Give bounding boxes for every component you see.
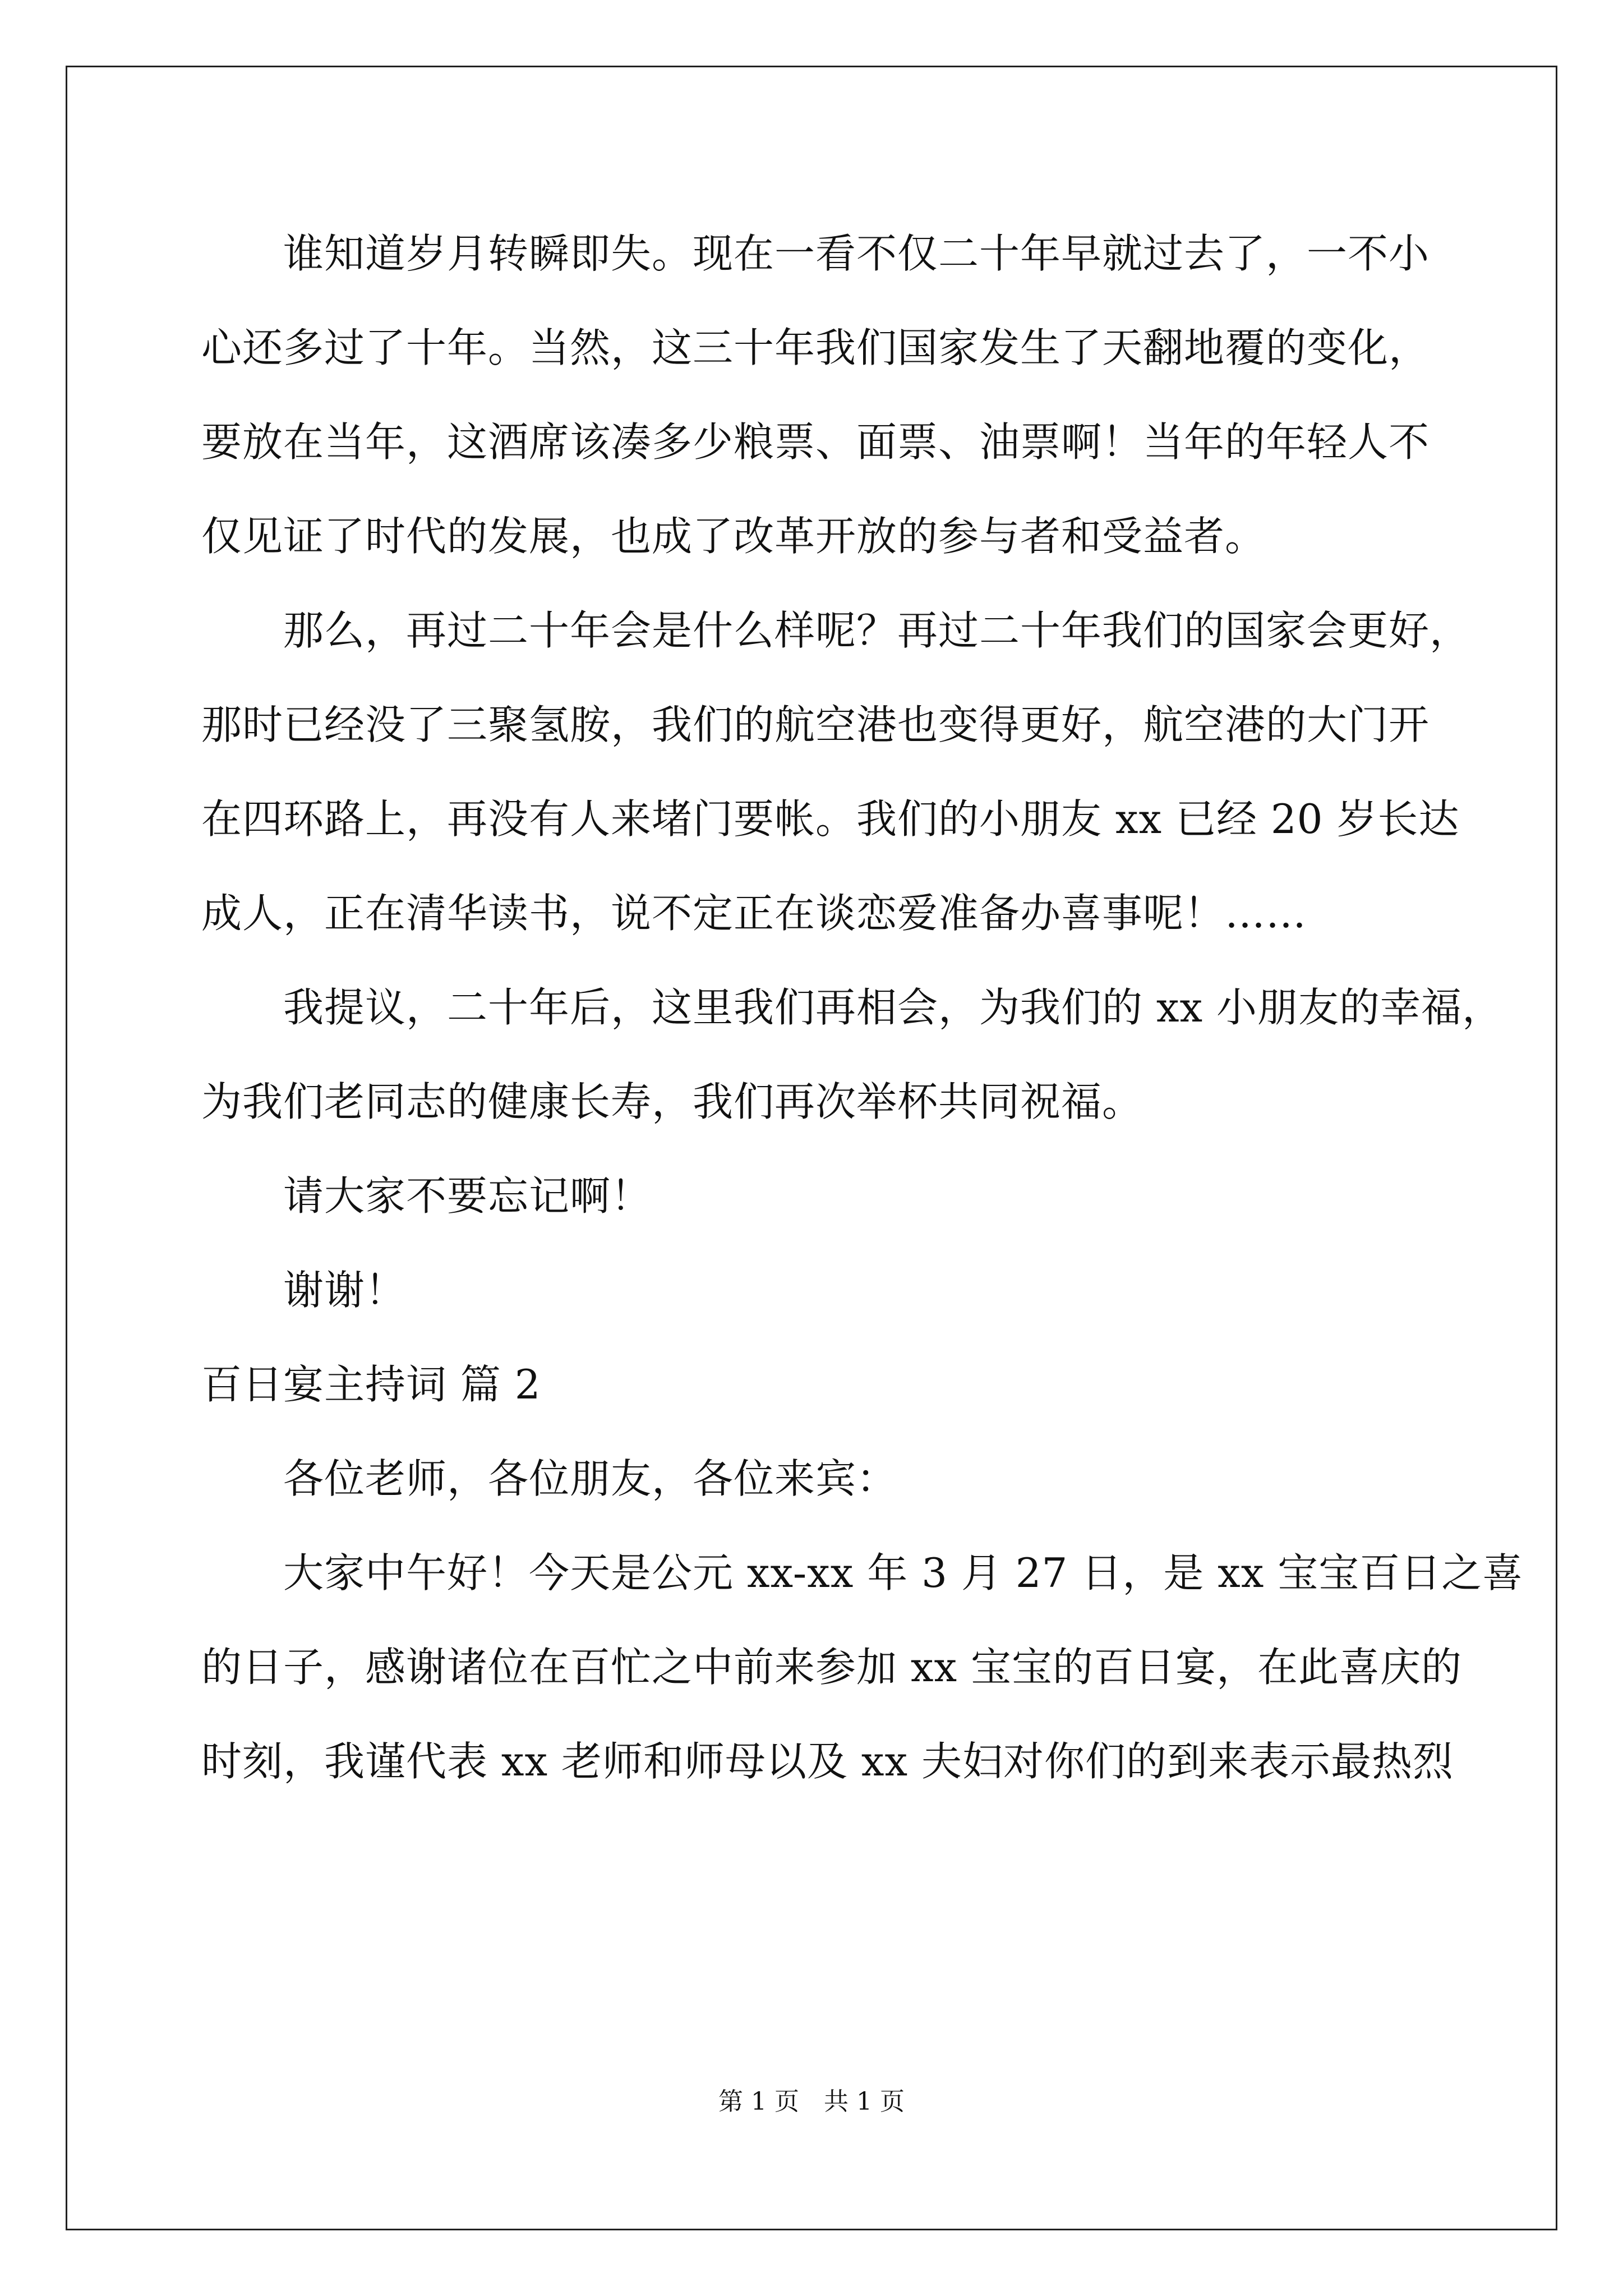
paragraph-line: 那么，再过二十年会是什么样呢？再过二十年我们的国家会更好，	[283, 607, 1471, 654]
paragraph-line: 心还多过了十年。当然，这三十年我们国家发生了天翻地覆的变化，	[201, 324, 1430, 371]
paragraph-line: 在四环路上，再没有人来堵门要帐。我们的小朋友 xx 已经 20 岁长达	[201, 795, 1460, 843]
page-border	[66, 66, 1557, 2230]
paragraph-line: 那时已经没了三聚氢胺，我们的航空港也变得更好，航空港的大门开	[201, 701, 1430, 748]
paragraph-line: 成人，正在清华读书，说不定正在谈恋爱准备办喜事呢！……	[201, 890, 1307, 937]
paragraph-line: 我提议，二十年后，这里我们再相会，为我们的 xx 小朋友的幸福，	[283, 984, 1503, 1031]
paragraph-line: 的日子，感谢诸位在百忙之中前来参加 xx 宝宝的百日宴，在此喜庆的	[201, 1644, 1462, 1691]
section-heading: 百日宴主持词 篇 2	[201, 1361, 541, 1408]
paragraph-line: 大家中午好！今天是公元 xx-xx 年 3 月 27 日，是 xx 宝宝百日之喜	[283, 1549, 1524, 1596]
paragraph-line: 谢谢！	[283, 1267, 407, 1314]
paragraph-line: 请大家不要忘记啊！	[283, 1172, 652, 1220]
page-footer: 第 1 页 共 1 页	[718, 2087, 905, 2116]
paragraph-line: 谁知道岁月转瞬即失。现在一看不仅二十年早就过去了，一不小	[283, 230, 1430, 277]
paragraph-line: 仅见证了时代的发展，也成了改革开放的参与者和受益者。	[201, 513, 1266, 560]
paragraph-line: 时刻，我谨代表 xx 老师和师母以及 xx 夫妇对你们的到来表示最热烈	[201, 1738, 1454, 1785]
paragraph-line: 为我们老同志的健康长寿，我们再次举杯共同祝福。	[201, 1078, 1144, 1125]
paragraph-line: 要放在当年，这酒席该凑多少粮票、面票、油票啊！当年的年轻人不	[201, 418, 1430, 466]
paragraph-line: 各位老师，各位朋友，各位来宾：	[283, 1455, 898, 1502]
